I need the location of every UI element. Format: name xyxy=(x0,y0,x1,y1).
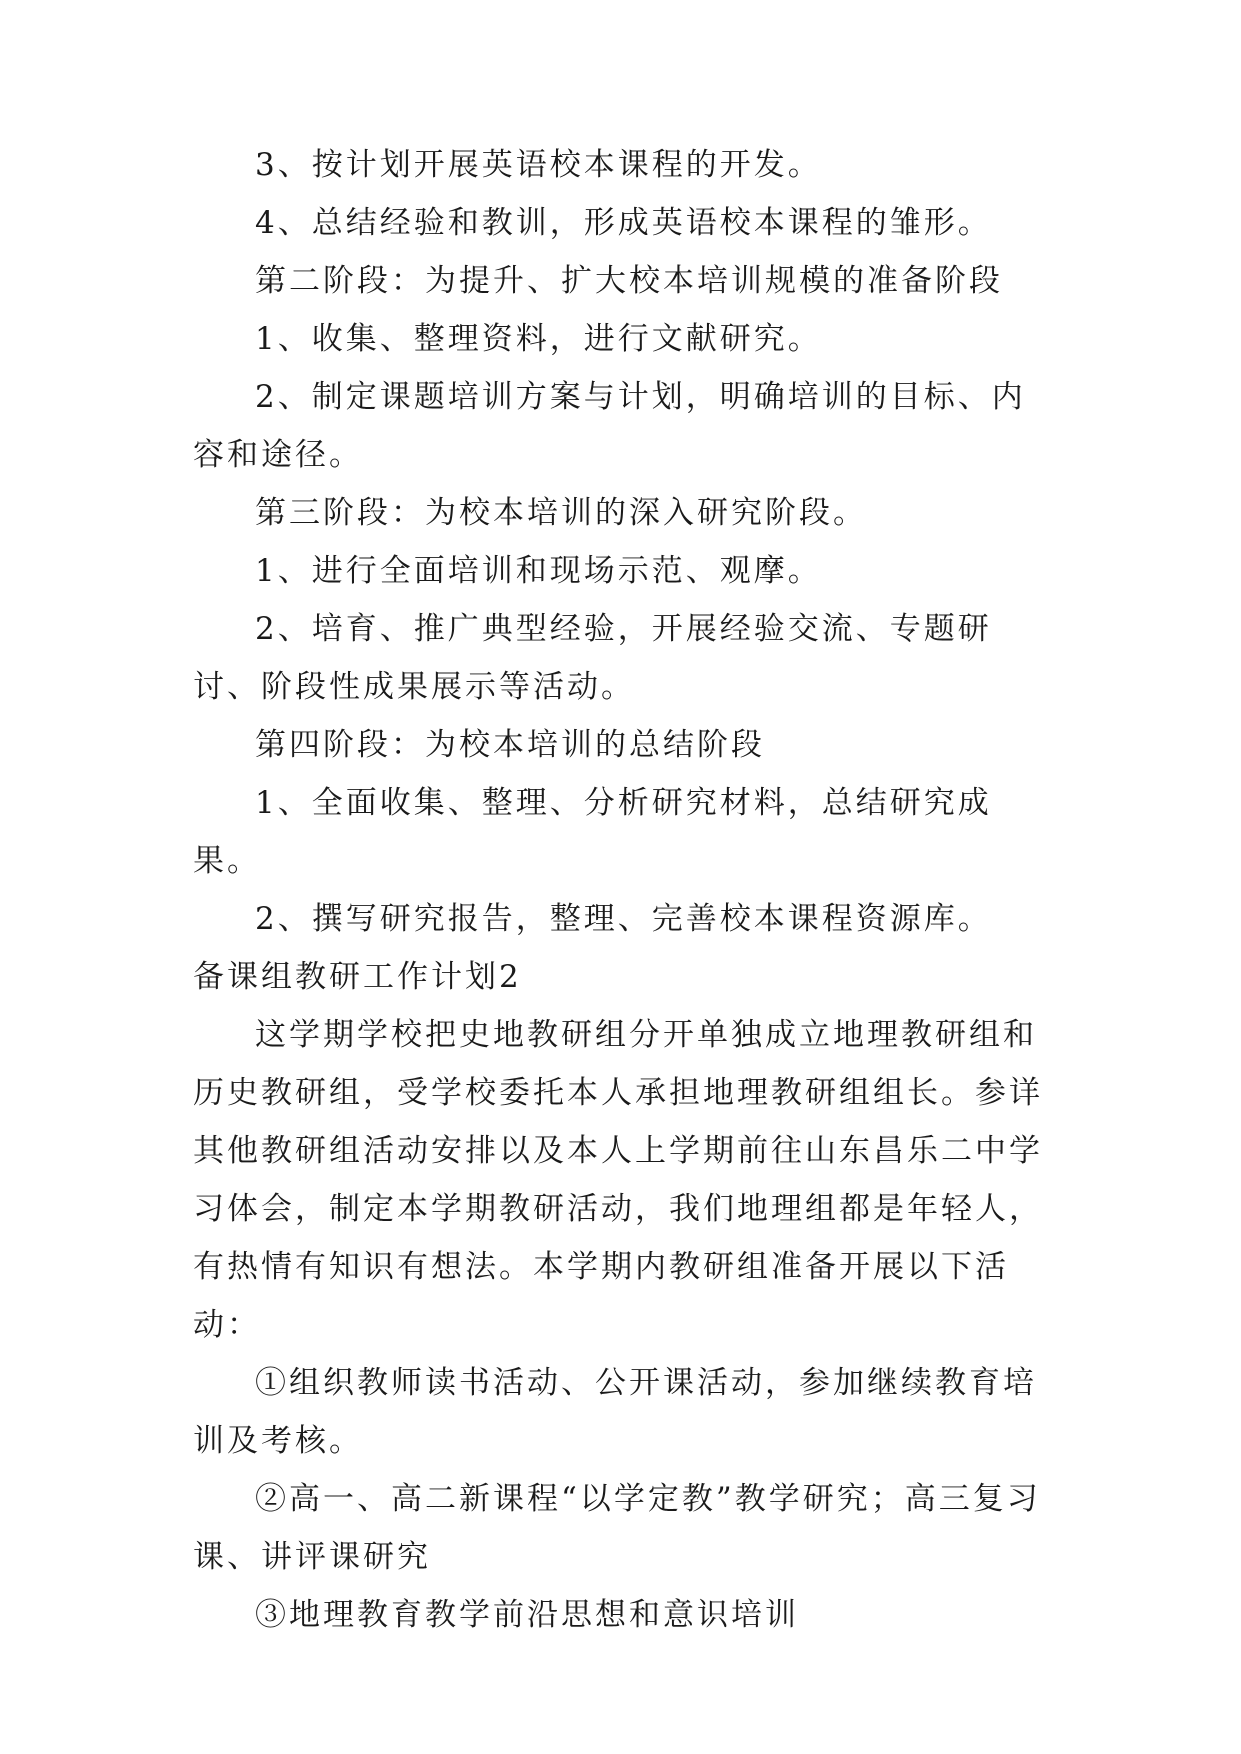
paragraph: 1、全面收集、整理、分析研究材料，总结研究成果。 xyxy=(193,785,992,879)
paragraph: 2、制定课题培训方案与计划，明确培训的目标、内容和途径。 xyxy=(193,379,1026,473)
section-heading-stage-2: 第二阶段：为提升、扩大校本培训规模的准备阶段 xyxy=(255,263,1003,299)
list-item: ③地理教育教学前沿思想和意识培训 xyxy=(255,1597,799,1633)
paragraph: 1、收集、整理资料，进行文献研究。 xyxy=(255,321,822,357)
paragraph: 2、培育、推广典型经验，开展经验交流、专题研讨、阶段性成果展示等活动。 xyxy=(193,611,992,705)
section-heading-stage-4: 第四阶段：为校本培训的总结阶段 xyxy=(255,727,765,763)
list-item: ①组织教师读书活动、公开课活动，参加继续教育培训及考核。 xyxy=(193,1365,1037,1459)
paragraph: 1、进行全面培训和现场示范、观摩。 xyxy=(255,553,822,589)
paragraph: 4、总结经验和教训，形成英语校本课程的雏形。 xyxy=(255,205,992,241)
document-page xyxy=(193,136,1053,1644)
paragraph: 这学期学校把史地教研组分开单独成立地理教研组和历史教研组，受学校委托本人承担地理教研组组长。参详其他教研组活动安排以及本人上学期前往山东昌乐二中学习体会，制定本学期教研活动，我们地理组都是年轻人，有热情有知识有想法。本学期内教研组准备开展以下活动： xyxy=(193,1017,1043,1343)
document-title: 备课组教研工作计划2 xyxy=(193,959,522,995)
list-item: ②高一、高二新课程“以学定教”教学研究；高三复习课、讲评课研究 xyxy=(193,1481,1041,1575)
paragraph: 2、撰写研究报告，整理、完善校本课程资源库。 xyxy=(255,901,992,937)
paragraph: 3、按计划开展英语校本课程的开发。 xyxy=(255,147,822,183)
section-heading-stage-3: 第三阶段：为校本培训的深入研究阶段。 xyxy=(255,495,867,531)
